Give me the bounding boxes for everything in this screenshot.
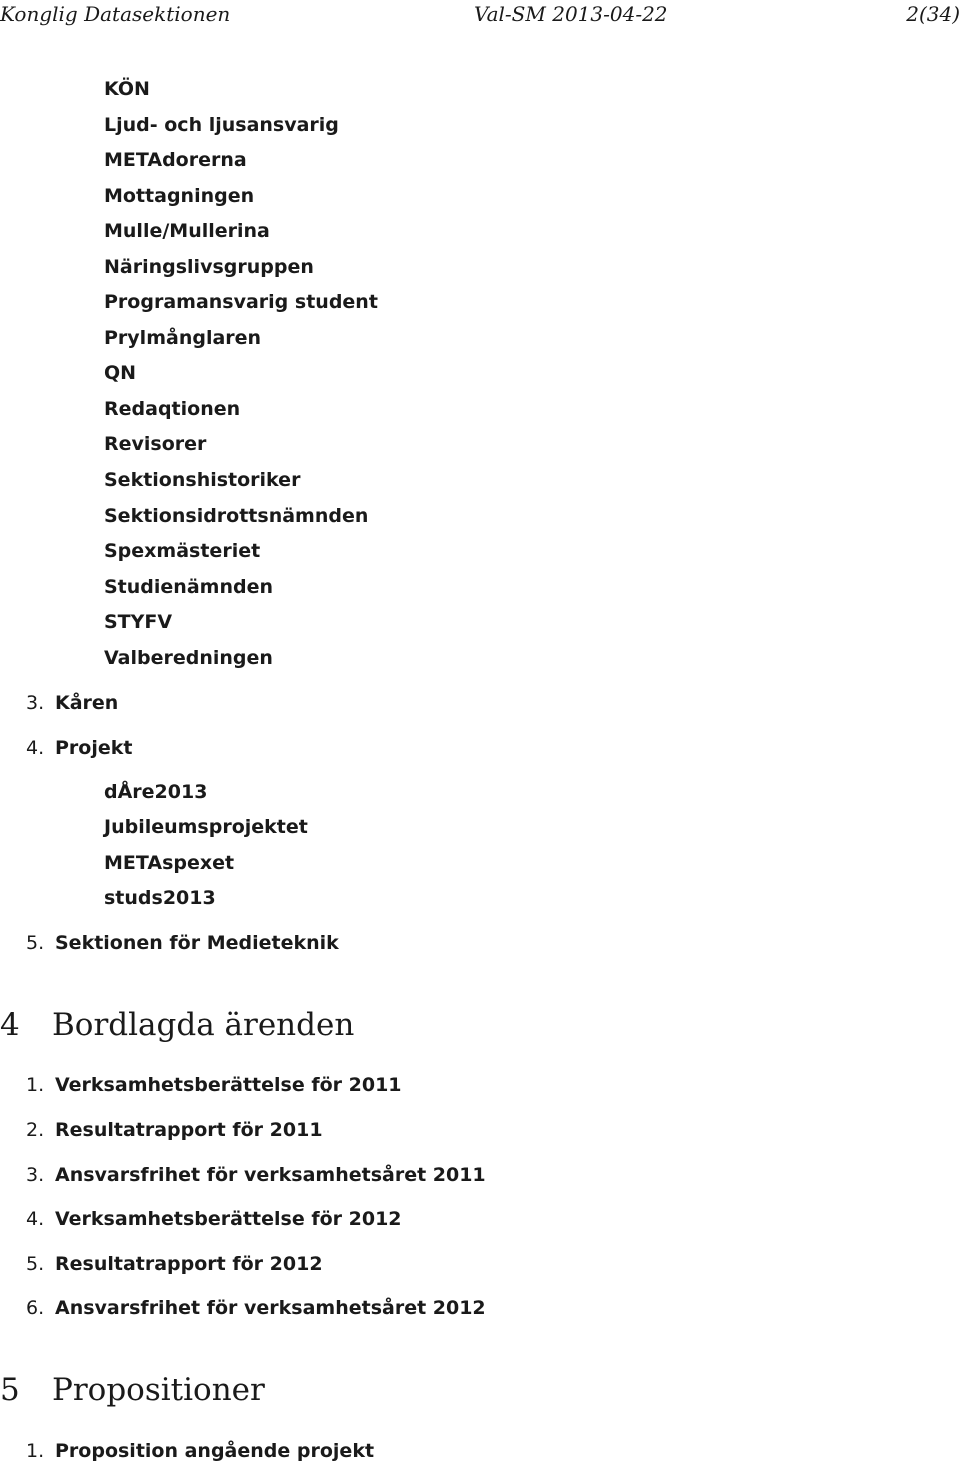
page-header bbox=[0, 0, 960, 30]
header-organization: Konglig Datasektionen bbox=[0, 2, 231, 26]
header-meeting: Val-SM 2013-04-22 bbox=[474, 2, 668, 26]
header-page-number: 2(34) bbox=[906, 2, 960, 26]
